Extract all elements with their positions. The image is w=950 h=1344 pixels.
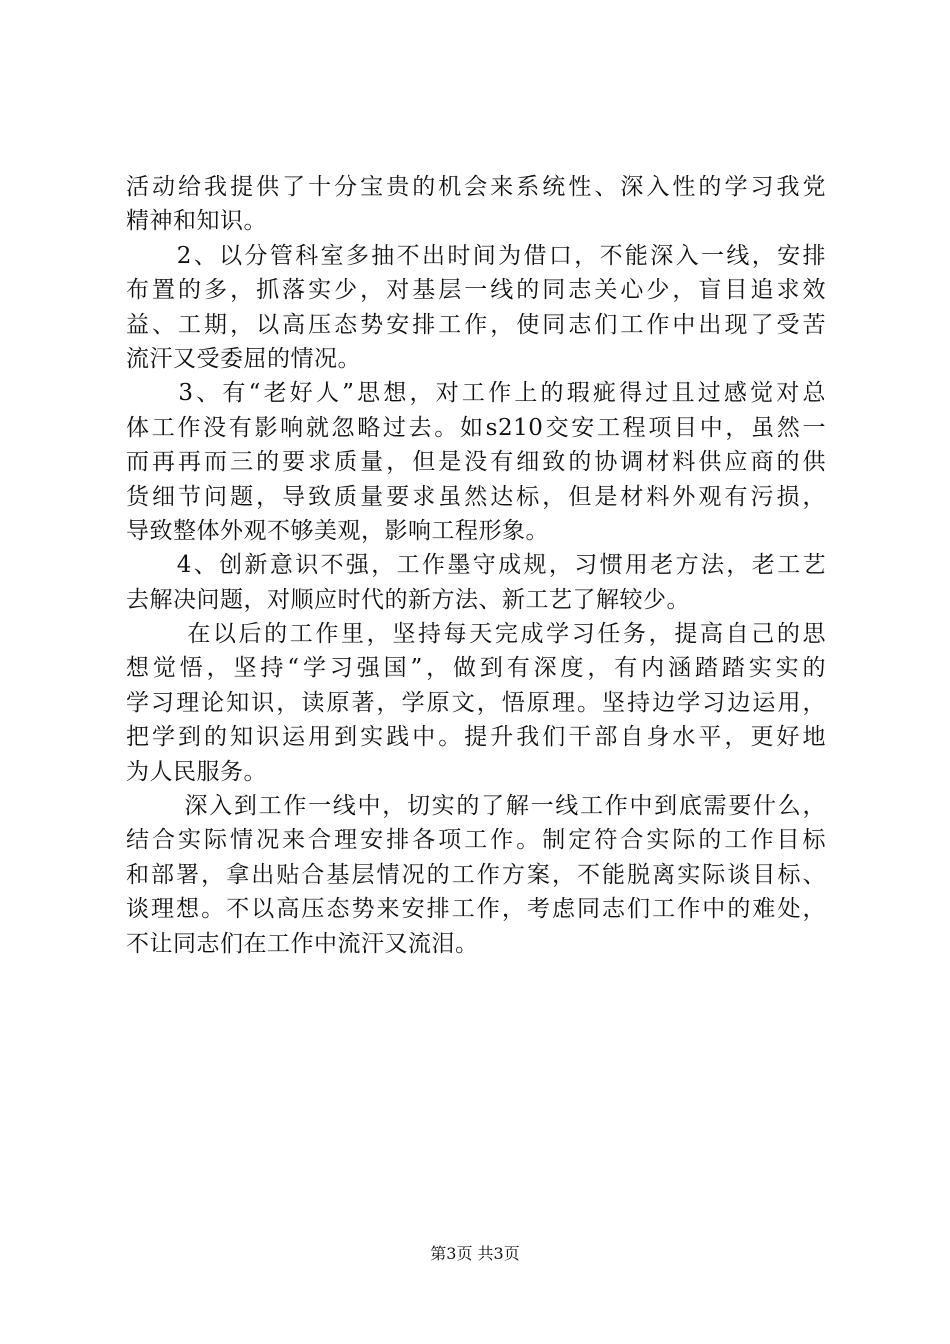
paragraph-point-3 [126,376,826,548]
paragraph-intro-tail [126,170,826,239]
text-line: 体工作没有影响就忽略过去。如s210交安工程项目中，虽然一 [126,414,826,441]
document-body [126,170,826,961]
paragraph-point-4 [126,548,826,617]
paragraph-plan-frontline [126,789,826,961]
text-line: 想觉悟，坚持“学习强国”，做到有深度，有内涵踏踏实实的 [126,655,826,682]
paragraph-point-2 [126,239,826,377]
text-line: 活动给我提供了十分宝贵的机会来系统性、深入性的学习我党 [126,174,826,200]
text-line: 不让同志们在工作中流汗又流泪。 [126,930,479,957]
text-line: 在以后的工作里，坚持每天完成学习任务，提高自己的思 [126,621,826,648]
paragraph-plan-study [126,617,826,789]
text-line: 布置的多，抓落实少，对基层一线的同志关心少，盲目追求效 [126,277,826,304]
text-line: 谈理想。不以高压态势来安排工作，考虑同志们工作中的难处， [126,896,826,923]
text-line: 而再再而三的要求质量，但是没有细致的协调材料供应商的供 [126,449,826,476]
text-line: 去解决问题，对顺应时代的新方法、新工艺了解较少。 [126,586,690,613]
text-line: 2、以分管科室多抽不出时间为借口，不能深入一线，安排 [126,242,826,269]
text-line: 3、有“老好人”思想，对工作上的瑕疵得过且过感觉对总 [126,380,826,407]
text-line: 结合实际情况来合理安排各项工作。制定符合实际的工作目标 [126,827,826,854]
text-line: 把学到的知识运用到实践中。提升我们干部自身水平，更好地 [126,724,826,751]
text-line: 流汗又受委屈的情况。 [126,345,361,372]
text-line: 学习理论知识，读原著，学原文，悟原理。坚持边学习边运用， [126,689,826,716]
text-line: 和部署，拿出贴合基层情况的工作方案，不能脱离实际谈目标、 [126,861,826,888]
text-line: 4、创新意识不强，工作墨守成规，习惯用老方法，老工艺 [126,552,826,579]
text-line: 为人民服务。 [126,758,267,785]
text-line: 精神和知识。 [126,208,267,235]
text-line: 货细节问题，导致质量要求虽然达标，但是材料外观有污损， [126,483,826,510]
text-line: 深入到工作一线中，切实的了解一线工作中到底需要什么， [126,793,826,820]
page-footer: 第3页 共3页 [430,1244,520,1263]
text-line: 益、工期，以高压态势安排工作，使同志们工作中出现了受苦 [126,311,826,338]
text-line: 导致整体外观不够美观，影响工程形象。 [126,517,549,544]
